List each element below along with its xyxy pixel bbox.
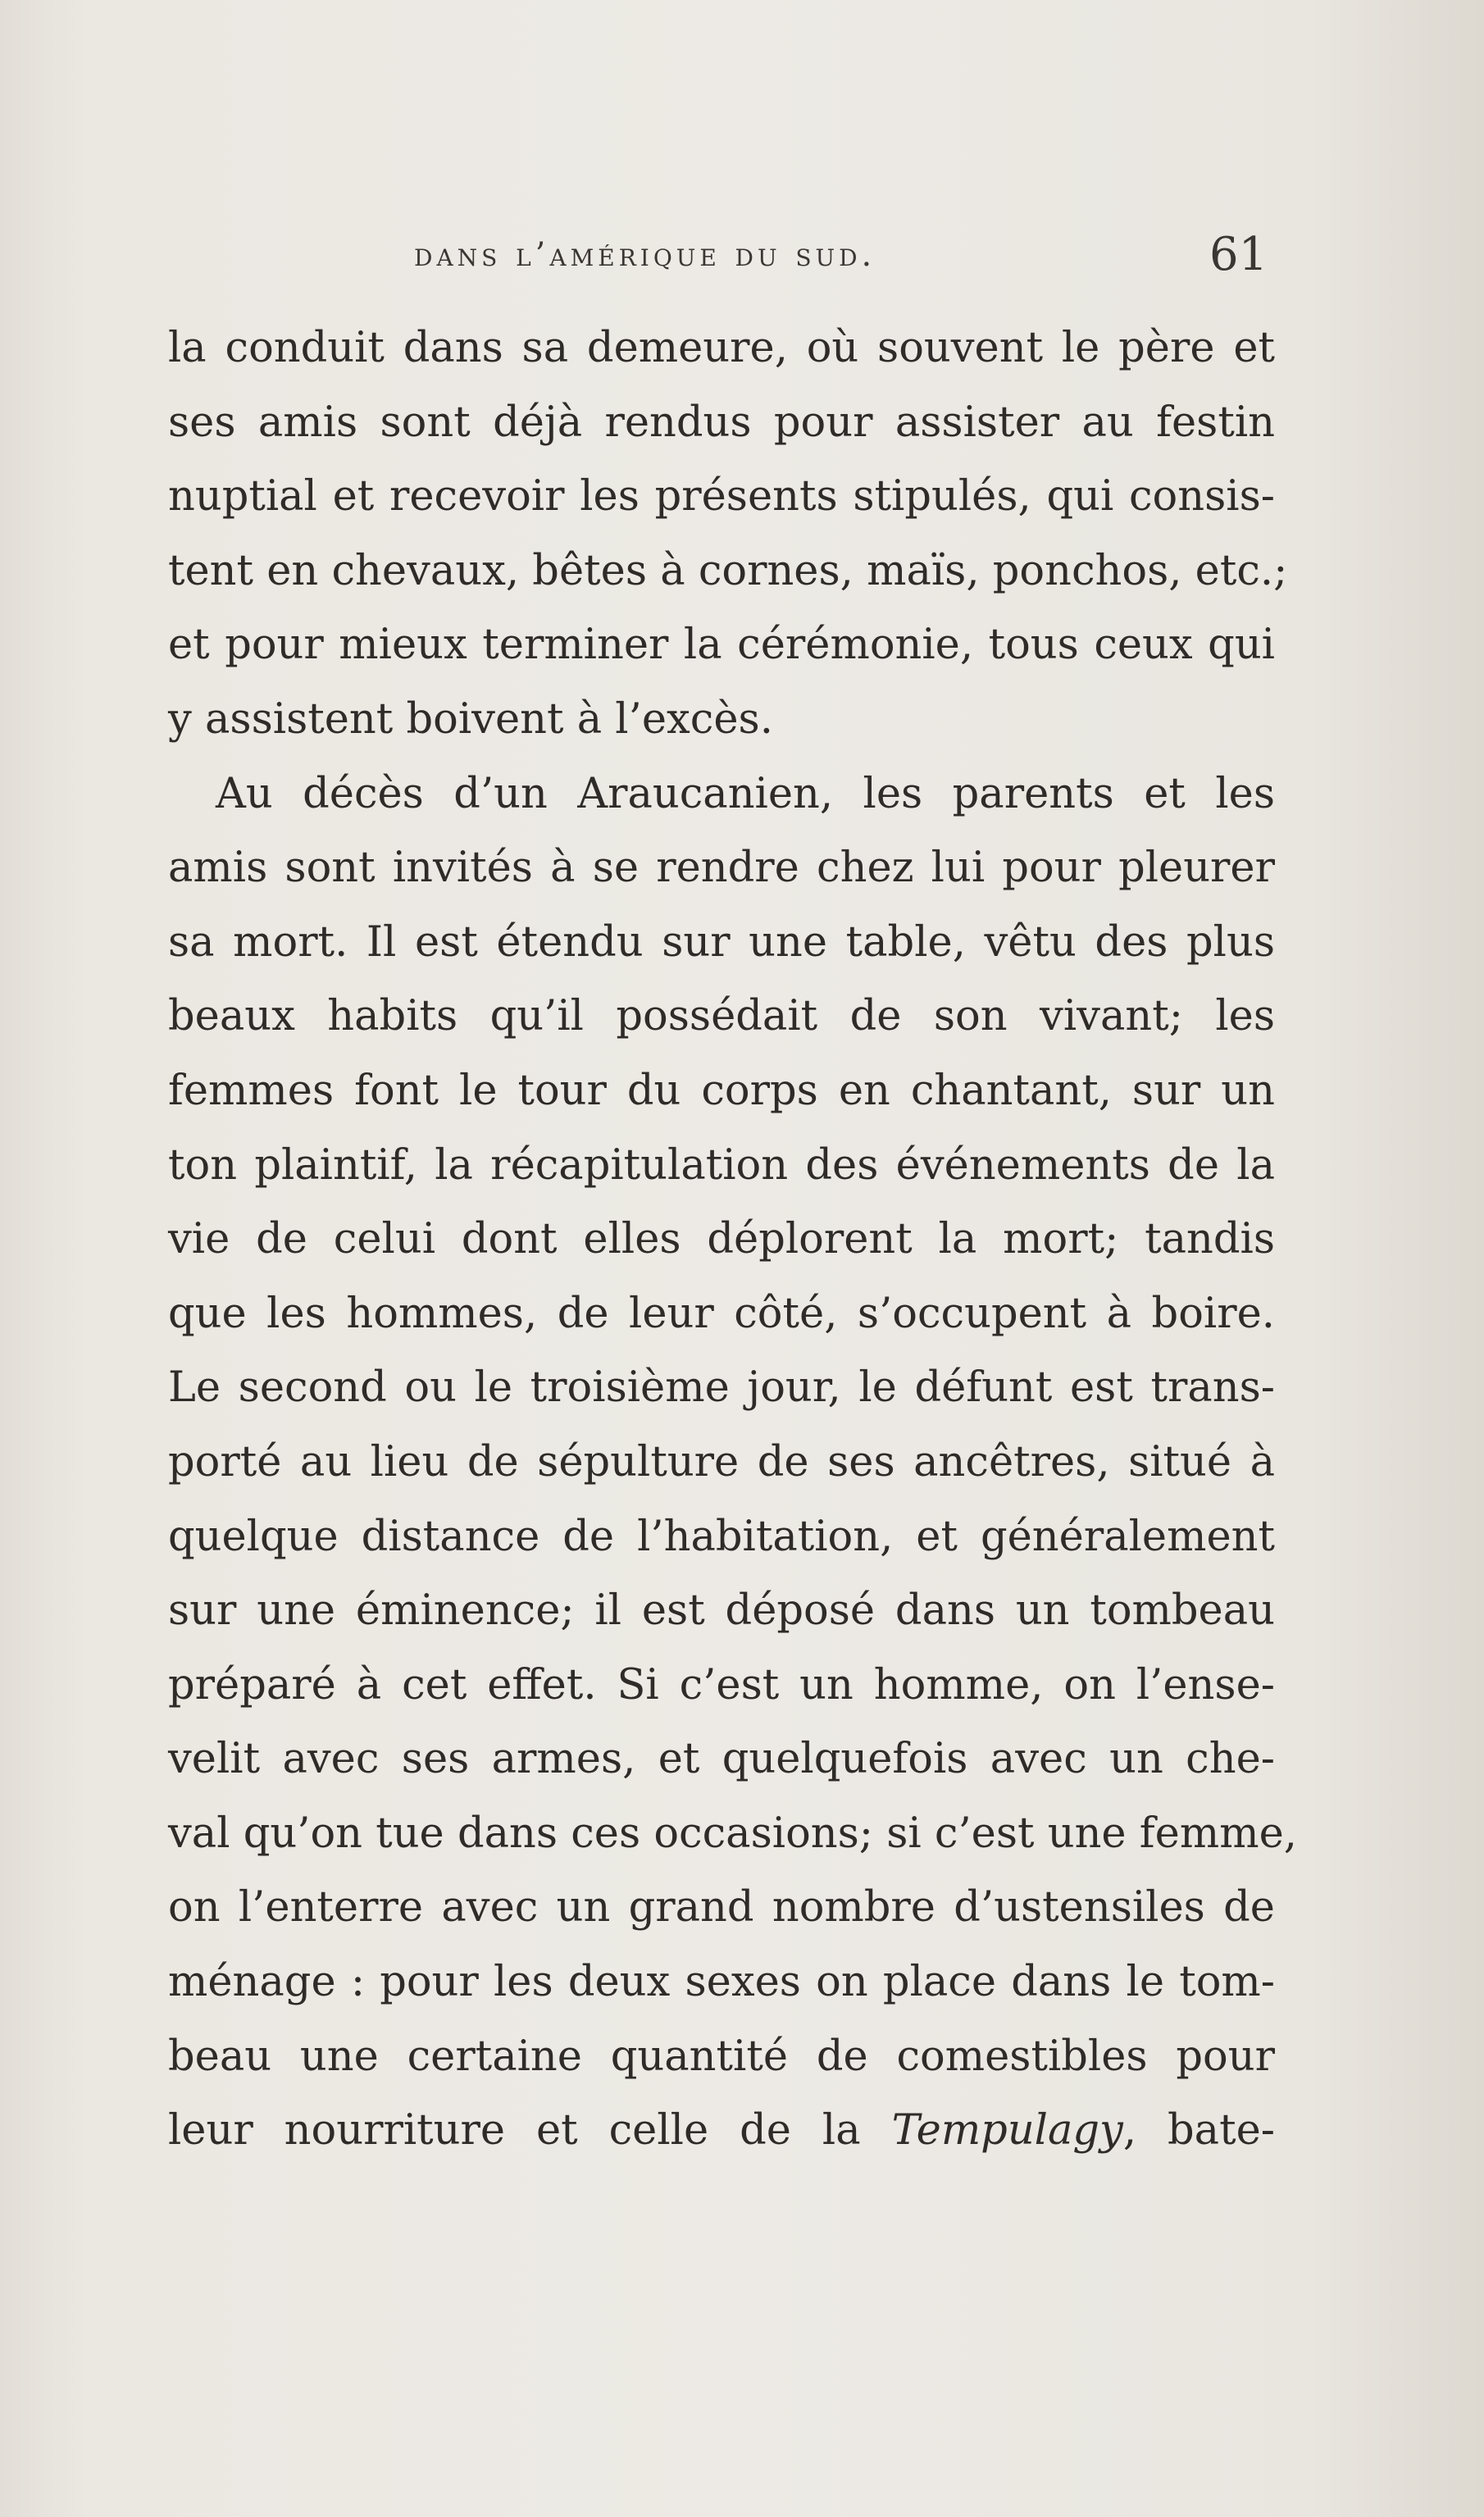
text-segment: , bate- [1122,2106,1275,2155]
text-line: on l’enterre avec un grand nombre d’ustensiles de [168,1883,1275,1932]
text-line: vie de celui dont elles déplorent la mort; tandis [168,1215,1275,1264]
text-line: sa mort. Il est étendu sur une table, vêtu des plus [168,917,1275,967]
text-line: beau une certaine quantité de comestibles pour [168,2032,1275,2081]
running-head [0,228,1484,285]
text-line: tent en chevaux, bêtes à cornes, maïs, ponchos, etc.; [168,546,1288,595]
text-line: ménage : pour les deux sexes on place dans le tom- [168,1958,1275,2007]
text-line: porté au lieu de sépulture de ses ancêtres, situé à [168,1437,1275,1486]
text-line-last [168,2094,1275,2169]
text-line: préparé à cet effet. Si c’est un homme, on l’ense- [168,1660,1275,1709]
text-line: velit avec ses armes, et quelquefois avec un che- [168,1735,1275,1784]
text-line: beaux habits qu’il possédait de son vivant; les [168,992,1275,1041]
text-line: la conduit dans sa demeure, où souvent le père et [168,324,1275,372]
text-line: ses amis sont déjà rendus pour assister au festin [168,398,1275,447]
text-line: que les hommes, de leur côté, s’occupent à boire. [168,1289,1275,1338]
body-text [168,312,1297,2169]
text-line: quelque distance de l’habitation, et généralement [168,1512,1275,1561]
italic-word: Tempulagy [891,2106,1123,2155]
text-segment: leur nourriture et celle de la [168,2106,892,2155]
text-line: sur une éminence; il est déposé dans un tombeau [168,1586,1275,1636]
text-line: Le second ou le troisième jour, le défunt est trans- [168,1363,1275,1413]
running-title: dans l’amérique du sud. [414,236,876,274]
text-line: nuptial et recevoir les présents stipulés, qui consis- [168,472,1275,521]
text-line: y assistent boivent à l’excès. [168,694,773,744]
page-number: 61 [1209,228,1268,281]
text-line: femmes font le tour du corps en chantant, sur un [168,1066,1275,1115]
text-line: ton plaintif, la récapitulation des événements de la [168,1140,1275,1190]
text-line: val qu’on tue dans ces occasions; si c’est une femme, [168,1809,1297,1858]
text-line: Au décès d’un Araucanien, les parents et les [216,769,1275,818]
text-line: et pour mieux terminer la cérémonie, tous ceux qui [168,621,1275,670]
text-line: amis sont invités à se rendre chez lui pour pleurer [168,844,1275,893]
